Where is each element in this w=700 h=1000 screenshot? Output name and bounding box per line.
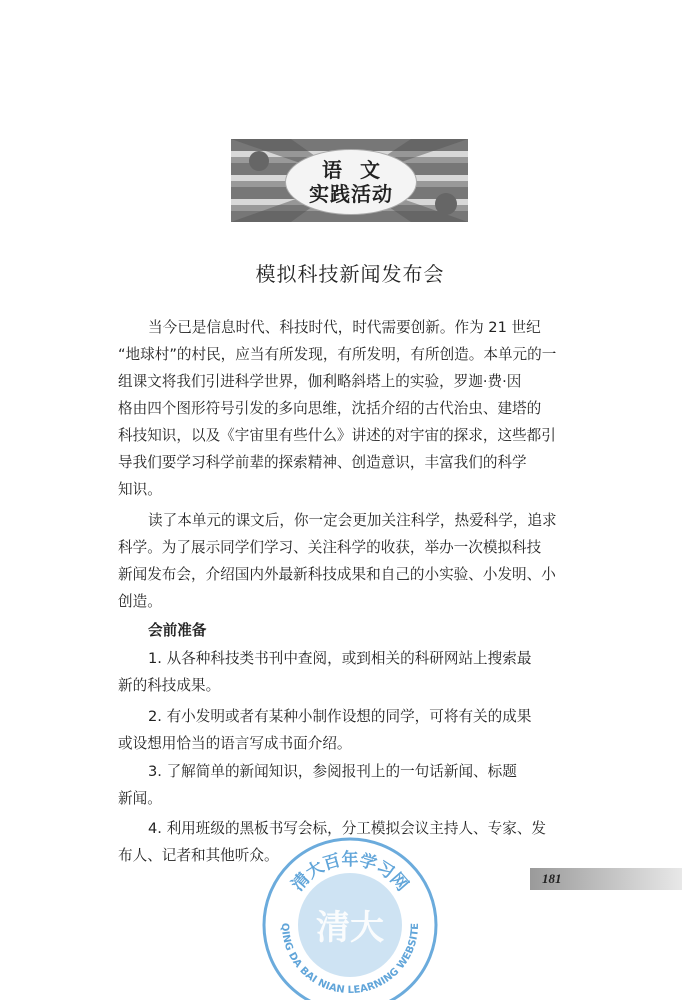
page-number-box <box>530 868 682 890</box>
text-line: 读了本单元的课文后，你一定会更加关注科学，热爱科学，追求 <box>148 512 557 529</box>
banner-line2: 实践活动 <box>309 182 393 206</box>
text-line: 新闻。 <box>118 790 162 807</box>
svg-text:清大百年学习网: 清大百年学习网 <box>287 850 413 896</box>
item-3 <box>118 758 598 812</box>
text-line: 新的科技成果。 <box>118 677 221 694</box>
section-banner <box>231 139 468 222</box>
section-heading-block <box>118 617 598 644</box>
text-line: “地球村”的村民，应当有所发现，有所发明，有所创造。本单元的一 <box>118 346 557 363</box>
page-number: 181 <box>542 871 562 886</box>
item-2 <box>118 703 598 757</box>
text-line: 1. 从各种科技类书刊中查阅，或到相关的科研网站上搜索最 <box>148 650 532 667</box>
text-line: 导我们要学习科学前辈的探索精神、创造意识，丰富我们的科学 <box>118 454 527 471</box>
text-line: 新闻发布会，介绍国内外最新科技成果和自己的小实验、小发明、小 <box>118 566 556 583</box>
text-line: 创造。 <box>118 593 162 610</box>
text-line: 4. 利用班级的黑板书写会标，分工模拟会议主持人、专家、发 <box>148 820 547 837</box>
text-line: 知识。 <box>118 481 162 498</box>
page-title: 模拟科技新闻发布会 <box>255 262 445 286</box>
text-line: 3. 了解简单的新闻知识，参阅报刊上的一句话新闻、标题 <box>148 763 517 780</box>
text-line: 当今已是信息时代、科技时代，时代需要创新。作为 21 世纪 <box>148 319 541 336</box>
svg-text:QING DA BAI NIAN LEARNING WEBS: QING DA BAI NIAN LEARNING WEBSITE <box>278 922 422 997</box>
paragraph-2 <box>118 507 598 615</box>
text-line: 或设想用恰当的语言写成书面介绍。 <box>118 735 352 752</box>
text-line: 布人、记者和其他听众。 <box>118 847 279 864</box>
text-line: 格由四个图形符号引发的多向思维，沈括介绍的古代治虫、建塔的 <box>118 400 542 417</box>
text-line: 组课文将我们引进科学世界，伽利略斜塔上的实验，罗迦·费·因 <box>118 373 522 390</box>
text-line: 2. 有小发明或者有某种小制作设想的同学，可将有关的成果 <box>148 708 532 725</box>
banner-line1: 语文 <box>322 158 398 182</box>
watermark-stamp-icon <box>260 835 440 1000</box>
banner-oval <box>285 149 417 215</box>
text-line: 科技知识，以及《宇宙里有些什么》讲述的对宇宙的探求，这些都引 <box>118 427 556 444</box>
text-line: 科学。为了展示同学们学习、关注科学的收获，举办一次模拟科技 <box>118 539 542 556</box>
item-1 <box>118 645 598 699</box>
svg-text:清大: 清大 <box>316 908 384 948</box>
paragraph-1 <box>118 314 598 503</box>
section-heading: 会前准备 <box>148 622 207 639</box>
